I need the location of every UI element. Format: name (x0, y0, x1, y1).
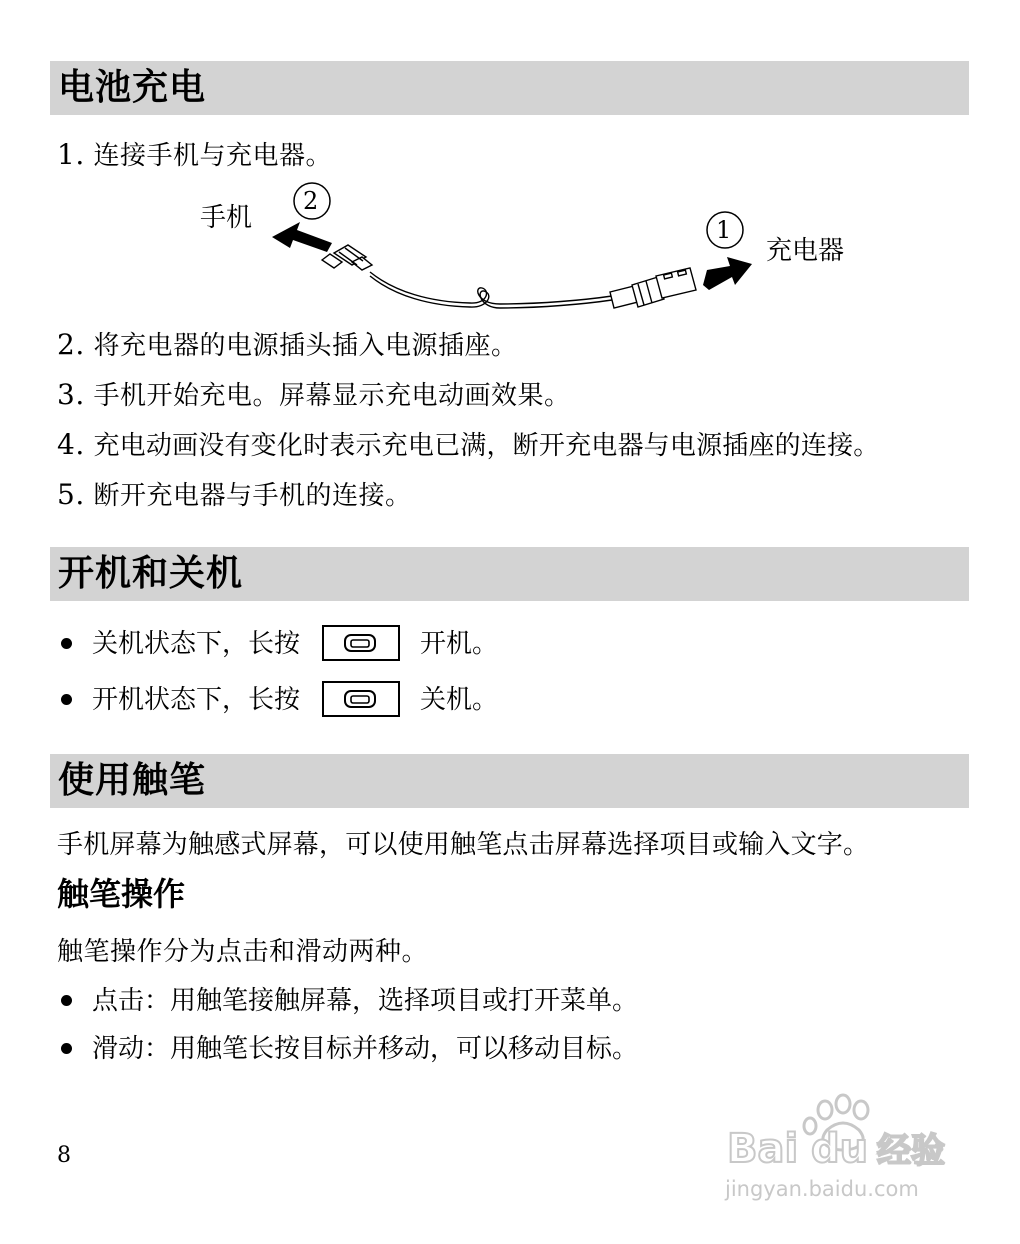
page-number: 8 (57, 1143, 71, 1168)
step-text: 连接手机与充电器。 (93, 141, 332, 171)
baidu-watermark (715, 1090, 965, 1210)
watermark-logo-text: Bai (727, 1126, 799, 1172)
bullet-icon (61, 995, 72, 1006)
step-number: 5. (57, 478, 85, 511)
step-text: 断开充电器与手机的连接。 (93, 481, 412, 511)
list-item (57, 681, 498, 721)
usb-cable-icon (322, 245, 696, 308)
step-5 (57, 478, 412, 513)
bullet-icon (61, 1043, 72, 1054)
step-number: 2. (57, 328, 85, 361)
item-text-before: 关机状态下，长按 (92, 629, 301, 659)
item-text: 点击：用触笔接触屏幕，选择项目或打开菜单。 (92, 986, 639, 1016)
step-number: 3. (57, 378, 85, 411)
step-2 (57, 328, 518, 363)
diagram-marker-1: 1 (716, 216, 732, 244)
section-title: 开机和关机 (58, 553, 244, 594)
bullet-icon (61, 638, 72, 649)
step-number: 1. (57, 138, 85, 171)
diagram-marker-2: 2 (303, 187, 319, 215)
section-header-stylus (50, 754, 969, 808)
list-item (57, 625, 498, 665)
watermark-logo-suffix: 经验 (877, 1131, 945, 1171)
step-text: 手机开始充电。屏幕显示充电动画效果。 (93, 381, 571, 411)
item-text-after: 开机。 (420, 629, 499, 659)
power-key-icon (322, 681, 400, 717)
item-text: 滑动：用触笔长按目标并移动，可以移动目标。 (92, 1034, 639, 1064)
arrow-icon (272, 222, 332, 252)
section-header-power (50, 547, 969, 601)
watermark-logo-text-2: du (811, 1126, 869, 1172)
list-item (57, 1032, 638, 1066)
subheading-stylus-operation: 触笔操作 (57, 875, 186, 913)
section-title: 电池充电 (58, 67, 207, 108)
list-item (57, 984, 638, 1018)
stylus-sub-intro: 触笔操作分为点击和滑动两种。 (57, 937, 429, 967)
item-text-after: 关机。 (420, 685, 499, 715)
step-text: 将充电器的电源插头插入电源插座。 (93, 331, 518, 361)
power-key-icon (322, 625, 400, 661)
step-number: 4. (57, 428, 85, 461)
arrow-icon (703, 257, 752, 290)
step-text: 充电动画没有变化时表示充电已满，断开充电器与电源插座的连接。 (93, 431, 880, 461)
watermark-url: jingyan.baidu.com (725, 1177, 919, 1201)
step-3 (57, 378, 571, 413)
bullet-icon (61, 694, 72, 705)
stylus-intro: 手机屏幕为触感式屏幕，可以使用触笔点击屏幕选择项目或输入文字。 (57, 830, 870, 860)
diagram-label-charger: 充电器 (766, 236, 845, 266)
diagram-label-phone: 手机 (200, 203, 253, 233)
step-4 (57, 428, 880, 463)
section-title: 使用触笔 (58, 760, 207, 801)
charging-diagram (0, 0, 1020, 340)
item-text-before: 开机状态下，长按 (92, 685, 301, 715)
